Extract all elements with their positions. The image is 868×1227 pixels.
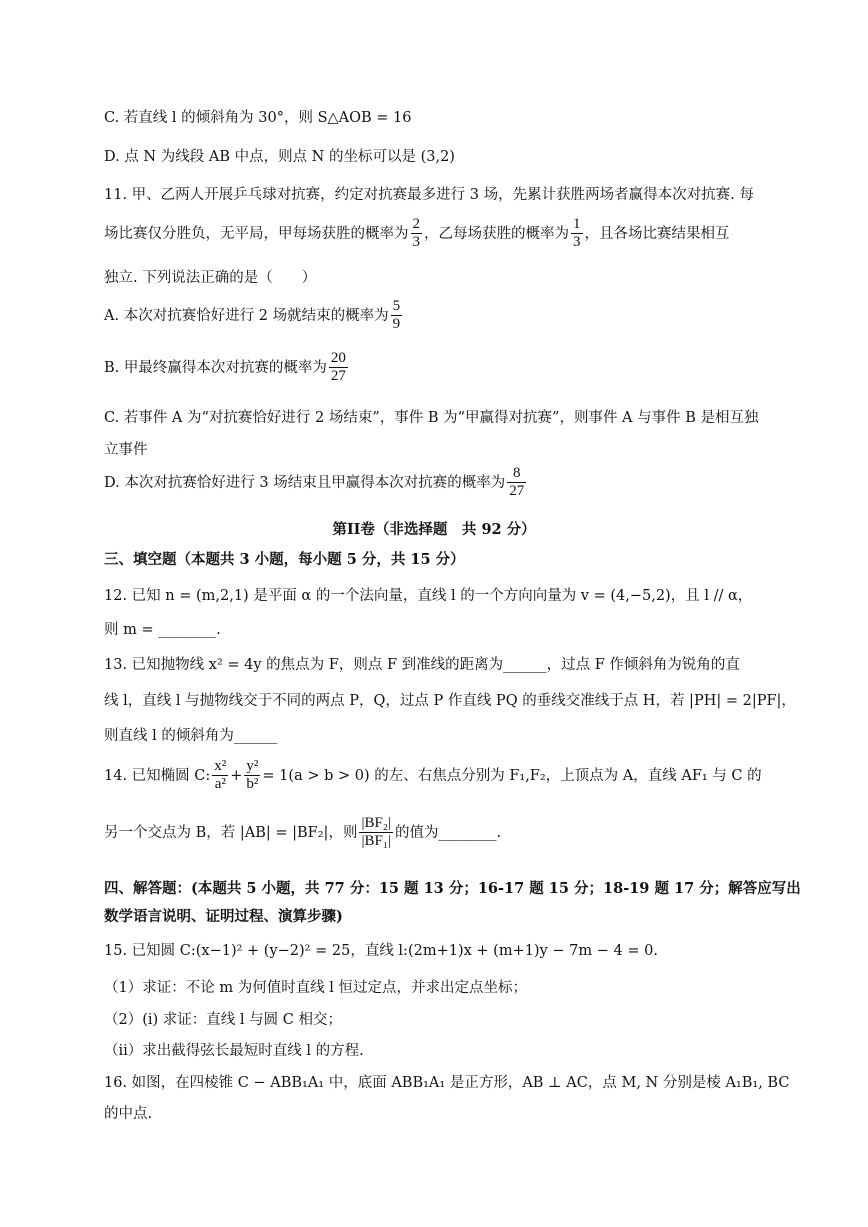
question-15-part2-i: （2）(i) 求证：直线 l 与圆 C 相交； (104, 1012, 342, 1028)
fraction-ellipse-y: $\frac{\text{y²}}{\text{b²}}$ (246, 758, 259, 793)
question-15-stem: 15. 已知圆 C:(x−1)² + (y−2)² = 25，直线 l:(2m+1)x + (m+1)y − 7m − 4 = 0. (104, 943, 658, 959)
question-12-line2: 则 m = ________. (104, 622, 221, 638)
question-11-stem-line1: 11. 甲、乙两人开展乒乓球对抗赛，约定对抗赛最多进行 3 场，先累计获胜两场者赢得本次对抗赛. 每 (104, 187, 754, 203)
question-15-part2-ii: （ii）求出截得弦长最短时直线 l 的方程. (104, 1043, 364, 1059)
question-16-line2: 的中点. (104, 1106, 153, 1122)
question-13-line3: 则直线 l 的倾斜角为______ (104, 728, 278, 744)
section-4-heading-line2: 数学语言说明、证明过程、演算步骤) (104, 908, 343, 925)
question-11-stem-line2: 场比赛仅分胜负，无平局，甲每场获胜的概率为 $\frac{2}{3}$ ，乙每场获胜的概率为 $\frac{1}{3}$ ，且各场比赛结果相互 (104, 216, 730, 251)
option-10d: D. 点 N 为线段 AB 中点，则点 N 的坐标可以是 (3,2) (104, 149, 455, 165)
question-11-stem-line3: 独立. 下列说法正确的是（ ） (104, 270, 317, 286)
question-14-line2: 另一个交点为 B，若 |AB| = |BF₂|，则 $\frac{\text{|BF₂|}}{\text{|BF₁|}}$ 的值为________. (104, 815, 502, 850)
fraction-bf-ratio: $\frac{\text{|BF₂|}}{\text{|BF₁|}}$ (361, 815, 392, 850)
fraction-ellipse-x: $\frac{\text{x²}}{\text{a²}}$ (214, 758, 227, 793)
question-16-line1: 16. 如图，在四棱锥 C − ABB₁A₁ 中，底面 ABB₁A₁ 是正方形，AB ⊥ AC，点 M, N 分别是棱 A₁B₁, BC (104, 1075, 790, 1091)
section-4-heading-line1: 四、解答题：(本题共 5 小题，共 77 分：15 题 13 分；16-17 题 15 分；18-19 题 17 分；解答应写出 (104, 880, 801, 897)
option-10c: C. 若直线 l 的倾斜角为 30°，则 S△AOB = 16 (104, 110, 412, 126)
question-15-part1: （1）求证：不论 m 为何值时直线 l 恒过定点，并求出定点坐标； (104, 980, 528, 996)
fraction-option-a: $\frac{5}{9}$ (392, 298, 401, 333)
fraction-option-d: $\frac{8}{27}$ (509, 465, 525, 500)
option-11c-line1: C. 若事件 A 为“对抗赛恰好进行 2 场结束”，事件 B 为“甲赢得对抗赛”，则事件 A 与事件 B 是相互独 (104, 410, 759, 426)
fraction-jia-prob: $\frac{2}{3}$ (412, 216, 420, 251)
option-11a: A. 本次对抗赛恰好进行 2 场就结束的概率为 $\frac{5}{9}$ (104, 298, 401, 333)
question-13-line2: 线 l，直线 l 与抛物线交于不同的两点 P，Q，过点 P 作直线 PQ 的垂线交准线于点 H，若 |PH| = 2|PF|， (104, 693, 796, 709)
question-13-line1: 13. 已知抛物线 x² = 4y 的焦点为 F，则点 F 到准线的距离为______，过点 F 作倾斜角为锐角的直 (104, 657, 740, 673)
part-2-heading: 第II卷（非选择题 共 92 分） (332, 521, 536, 538)
option-11b: B. 甲最终赢得本次对抗赛的概率为 $\frac{20}{27}$ (104, 350, 346, 385)
fraction-option-b: $\frac{20}{27}$ (330, 350, 346, 385)
option-11d: D. 本次对抗赛恰好进行 3 场结束且甲赢得本次对抗赛的概率为 $\frac{8}{27}$ (104, 465, 525, 500)
question-14-line1: 14. 已知椭圆 C: $\frac{\text{x²}}{\text{a²}}$ + $\frac{\text{y²}}{\text{b²}}$ = 1(a > b > 0) 的左、右焦点分别为 F₁,F₂，上顶点为 A，直线 AF₁ 与 C 的 (104, 758, 762, 793)
question-12-line1: 12. 已知 n = (m,2,1) 是平面 α 的一个法向量，直线 l 的一个方向向量为 v = (4,−5,2)，且 l // α， (104, 588, 753, 604)
section-3-heading: 三、填空题（本题共 3 小题，每小题 5 分，共 15 分） (104, 551, 465, 568)
option-11c-line2: 立事件 (104, 442, 148, 458)
fraction-yi-prob: $\frac{1}{3}$ (573, 216, 581, 251)
